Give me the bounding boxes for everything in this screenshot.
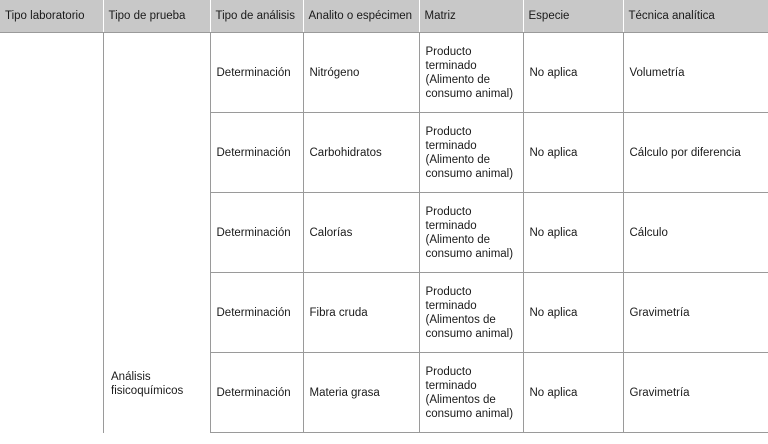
species-cell: No aplica [523,273,623,353]
matrix-cell [419,273,523,353]
header-lab-type: Tipo laboratorio [0,0,103,33]
analysis-cell: Determinación [210,273,303,353]
header-species: Especie [523,0,623,33]
header-test-type: Tipo de prueba [103,0,210,33]
analysis-cell: Determinación [210,353,303,433]
matrix-line: terminado [425,299,477,312]
matrix-line: Producto [425,125,472,138]
header-analysis-type: Tipo de análisis [210,0,303,33]
header-row [0,0,768,33]
technique-cell: Cálculo por diferencia [623,113,768,193]
matrix-line: consumo animal) [425,327,514,340]
matrix-line: terminado [425,379,477,392]
matrix-line: Producto [425,205,472,218]
test-type-label [111,370,206,398]
matrix-line: (Alimento de [425,153,491,166]
matrix-line: (Alimentos de [425,313,496,326]
matrix-cell [419,113,523,193]
species-cell: No aplica [523,193,623,273]
lab-type-cell [0,33,103,433]
matrix-cell [419,353,523,433]
analyte-cell: Calorías [303,193,419,273]
matrix-line: (Alimentos de [425,393,496,406]
matrix-line: terminado [425,219,477,232]
matrix-line: consumo animal) [425,247,514,260]
table-row [0,33,768,113]
analyte-cell: Materia grasa [303,353,419,433]
matrix-line: consumo animal) [425,167,514,180]
matrix-line: terminado [425,139,477,152]
analyte-cell: Fibra cruda [303,273,419,353]
analysis-cell: Determinación [210,113,303,193]
matrix-line: consumo animal) [425,87,514,100]
matrix-line: Producto [425,45,472,58]
technique-cell: Gravimetría [623,273,768,353]
matrix-line: Producto [425,285,472,298]
header-technique: Técnica analítica [623,0,768,33]
technique-cell: Gravimetría [623,353,768,433]
analyte-cell: Nitrógeno [303,33,419,113]
matrix-line: (Alimento de [425,73,491,86]
technique-cell: Cálculo [623,193,768,273]
species-cell: No aplica [523,33,623,113]
analyte-cell: Carbohidratos [303,113,419,193]
analysis-cell: Determinación [210,33,303,113]
species-cell: No aplica [523,353,623,433]
matrix-line: consumo animal) [425,407,514,420]
matrix-line: Producto [425,365,472,378]
matrix-cell [419,33,523,113]
test-type-line: Análisis [111,371,151,383]
technique-cell: Volumetría [623,33,768,113]
species-cell: No aplica [523,113,623,193]
matrix-line: (Alimento de [425,233,491,246]
matrix-line: terminado [425,59,477,72]
header-matrix: Matriz [419,0,523,33]
analysis-cell: Determinación [210,193,303,273]
test-type-line: fisicoquímicos [111,385,184,397]
matrix-cell [419,193,523,273]
header-analyte: Analito o espécimen [303,0,419,33]
